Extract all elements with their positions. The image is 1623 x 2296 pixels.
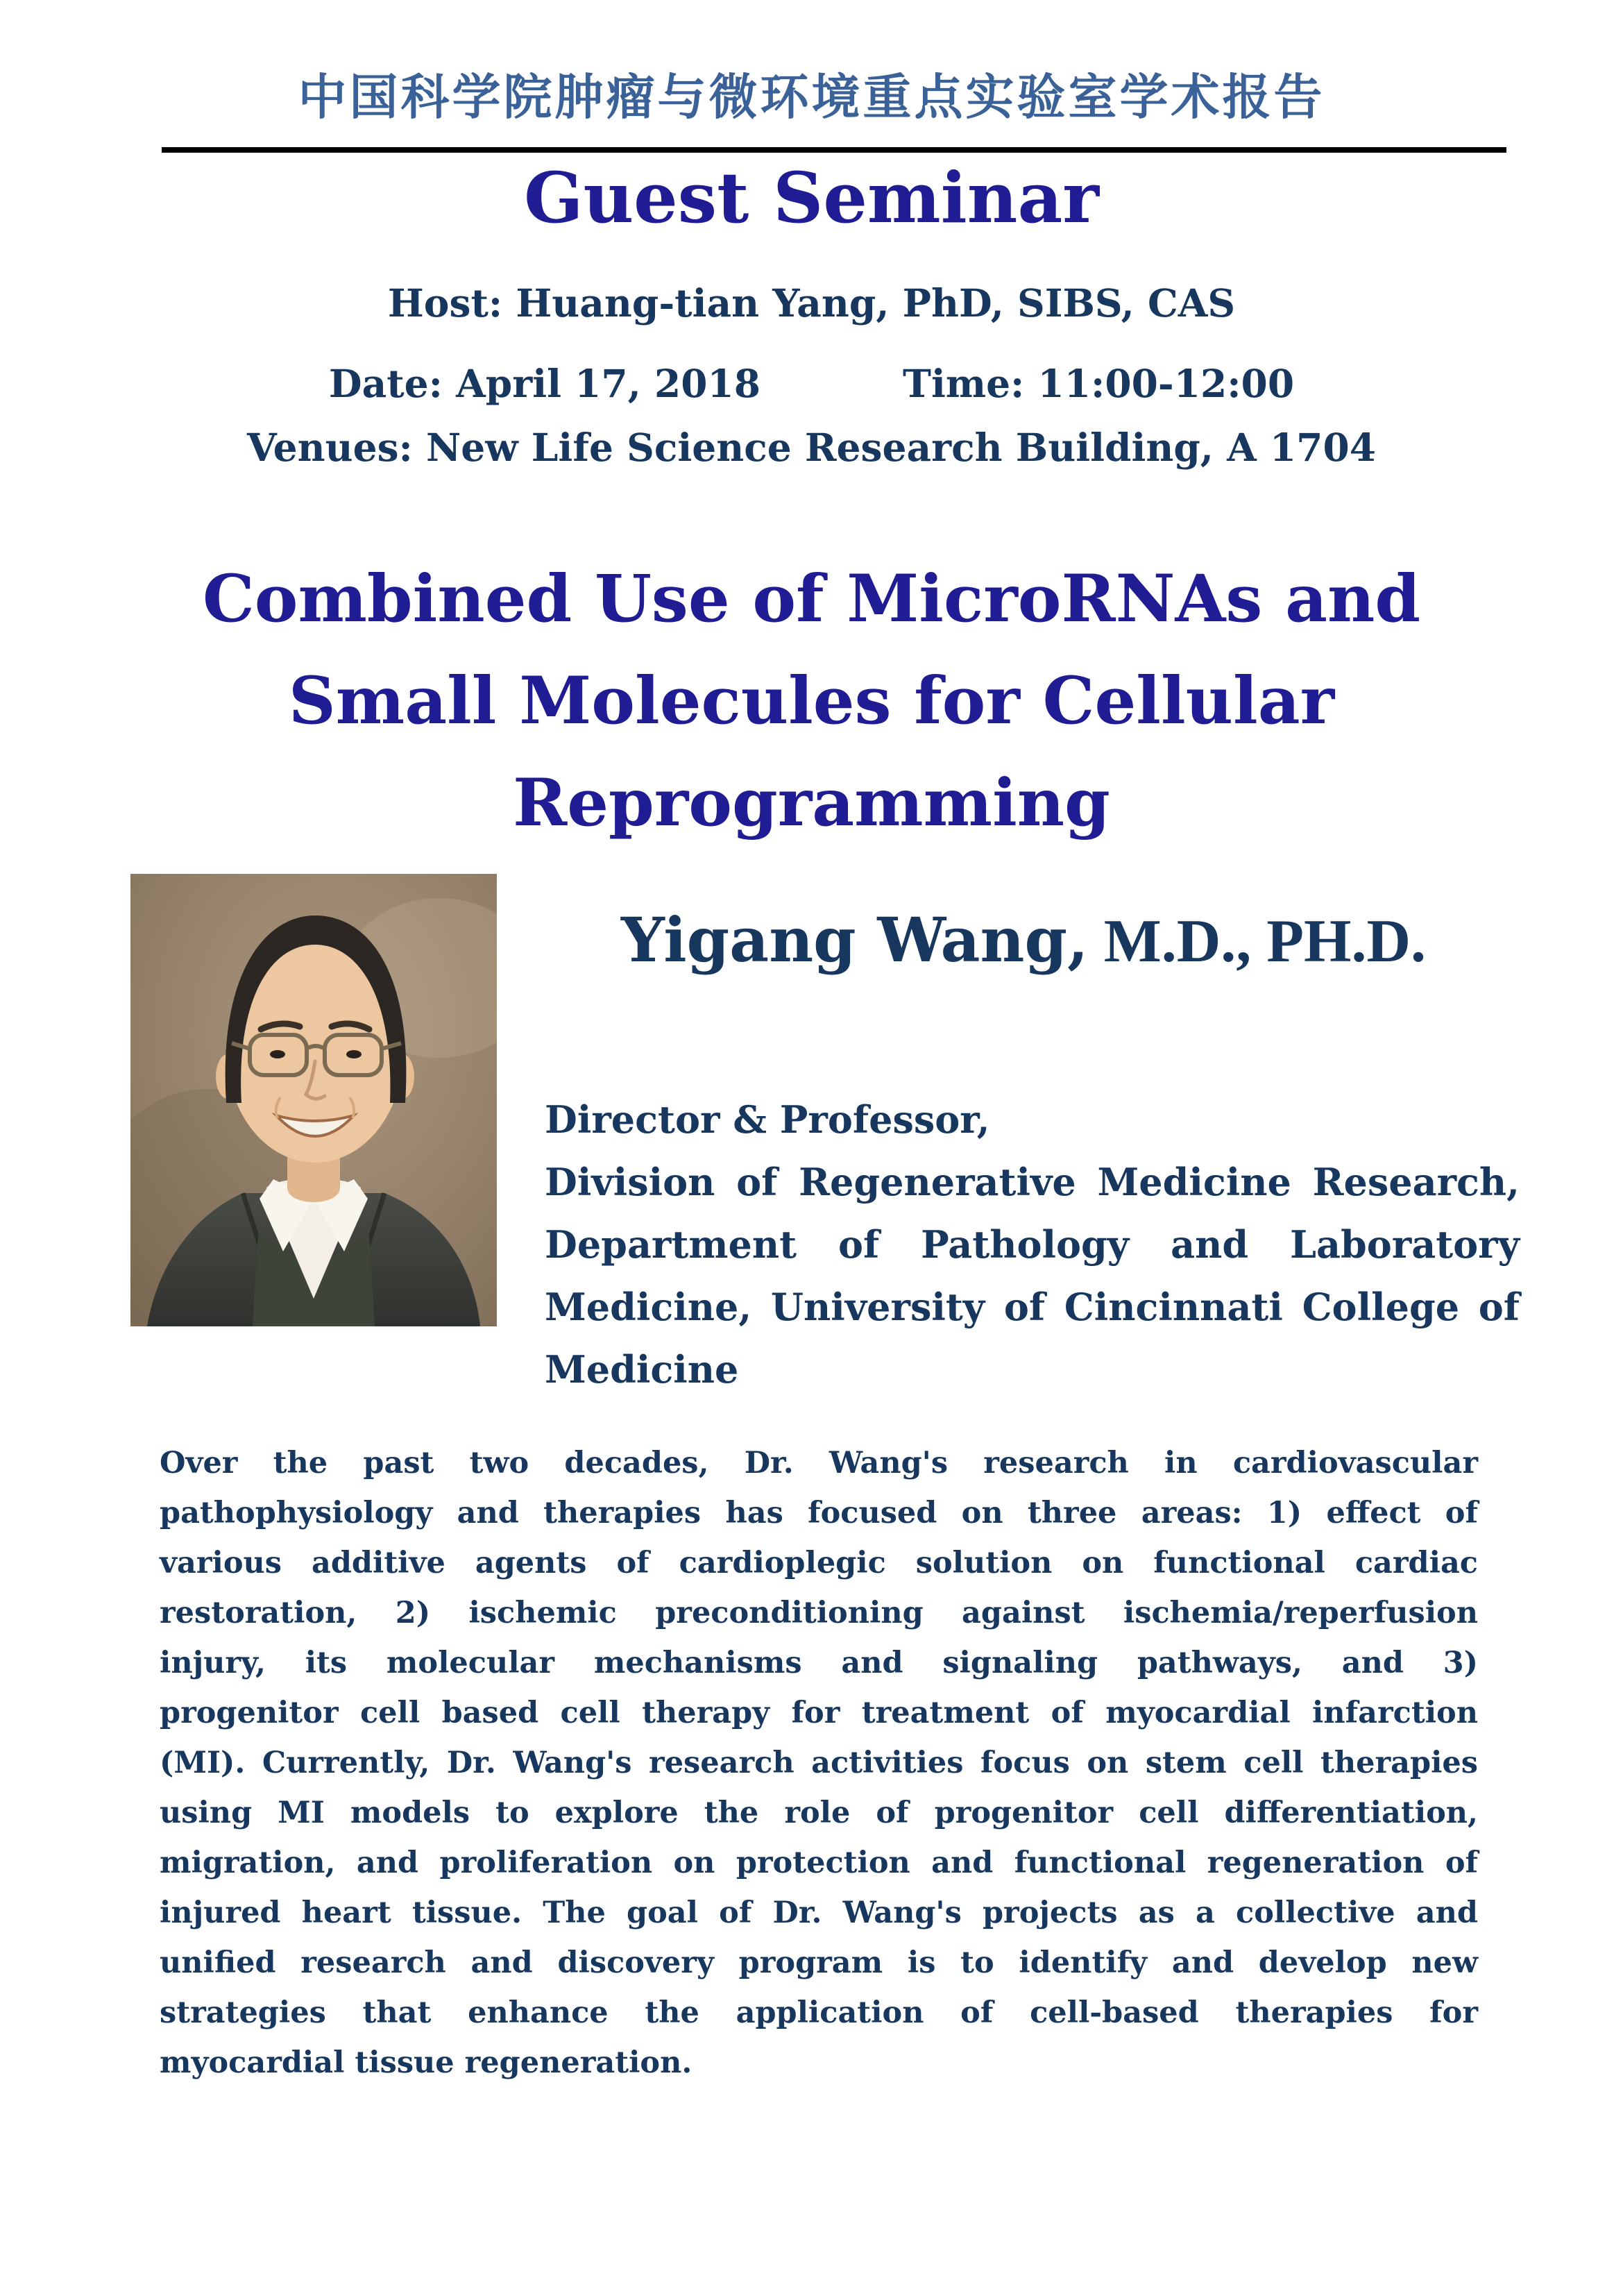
speaker-name-text: Yigang Wang, (620, 904, 1089, 976)
abstract-line: (MI). Currently, Dr. Wang's research activities focus on stem cell therapies (160, 1746, 1478, 1780)
affiliation-line-1: Director & Professor, (545, 1097, 990, 1142)
talk-title-line-1: Combined Use of MicroRNAs and (202, 561, 1421, 637)
abstract-line: restoration, 2) ischemic preconditioning against ischemia/reperfusion (160, 1596, 1478, 1630)
venue-line: Venues: New Life Science Research Building, A 1704 (247, 425, 1376, 470)
abstract-line: myocardial tissue regeneration. (160, 2045, 692, 2080)
talk-title (0, 548, 1623, 854)
portrait-illustration (130, 874, 497, 1326)
speaker-photo (130, 874, 497, 1326)
date-time-row (0, 361, 1623, 406)
abstract-line: pathophysiology and therapies has focused on three areas: 1) effect of (160, 1496, 1478, 1530)
affiliation-line-3: Department of Pathology and Laboratory (545, 1222, 1520, 1267)
abstract-line: various additive agents of cardioplegic solution on functional cardiac (160, 1546, 1478, 1580)
speaker-name (527, 904, 1520, 977)
abstract-line: strategies that enhance the application of cell-based therapies for (160, 1995, 1478, 2030)
abstract-line: migration, and proliferation on protection and functional regeneration of (160, 1846, 1478, 1880)
portrait-eyes (270, 1050, 285, 1058)
host-line: Host: Huang-tian Yang, PhD, SIBS, CAS (387, 280, 1236, 326)
abstract-line: unified research and discovery program is to identify and develop new (160, 1945, 1478, 1980)
abstract-line: injured heart tissue. The goal of Dr. Wang's projects as a collective and (160, 1896, 1478, 1930)
header-divider-rule (162, 147, 1506, 153)
abstract-line: injury, its molecular mechanisms and signaling pathways, and 3) (160, 1646, 1478, 1680)
abstract-line: Over the past two decades, Dr. Wang's research in cardiovascular (160, 1446, 1478, 1480)
affiliation-line-4: Medicine, University of Cincinnati College of (545, 1285, 1520, 1329)
speaker-affiliation (545, 1088, 1520, 1401)
abstract (160, 1438, 1478, 2088)
speaker-degrees: M.D., PH.D. (1088, 908, 1427, 975)
talk-title-line-2: Small Molecules for Cellular (288, 663, 1335, 739)
affiliation-line-5: Medicine (545, 1347, 739, 1392)
abstract-line: using MI models to explore the role of progenitor cell differentiation, (160, 1796, 1478, 1830)
date-line: Date: April 17, 2018 (328, 361, 761, 406)
seminar-type-title: Guest Seminar (524, 157, 1099, 239)
abstract-line: progenitor cell based cell therapy for treatment of myocardial infarction (160, 1696, 1478, 1730)
talk-title-line-3: Reprogramming (513, 765, 1110, 841)
time-line: Time: 11:00-12:00 (903, 361, 1295, 406)
affiliation-line-2: Division of Regenerative Medicine Research, (545, 1160, 1520, 1204)
lab-header-cn: 中国科学院肿瘤与微环境重点实验室学术报告 (298, 68, 1325, 126)
